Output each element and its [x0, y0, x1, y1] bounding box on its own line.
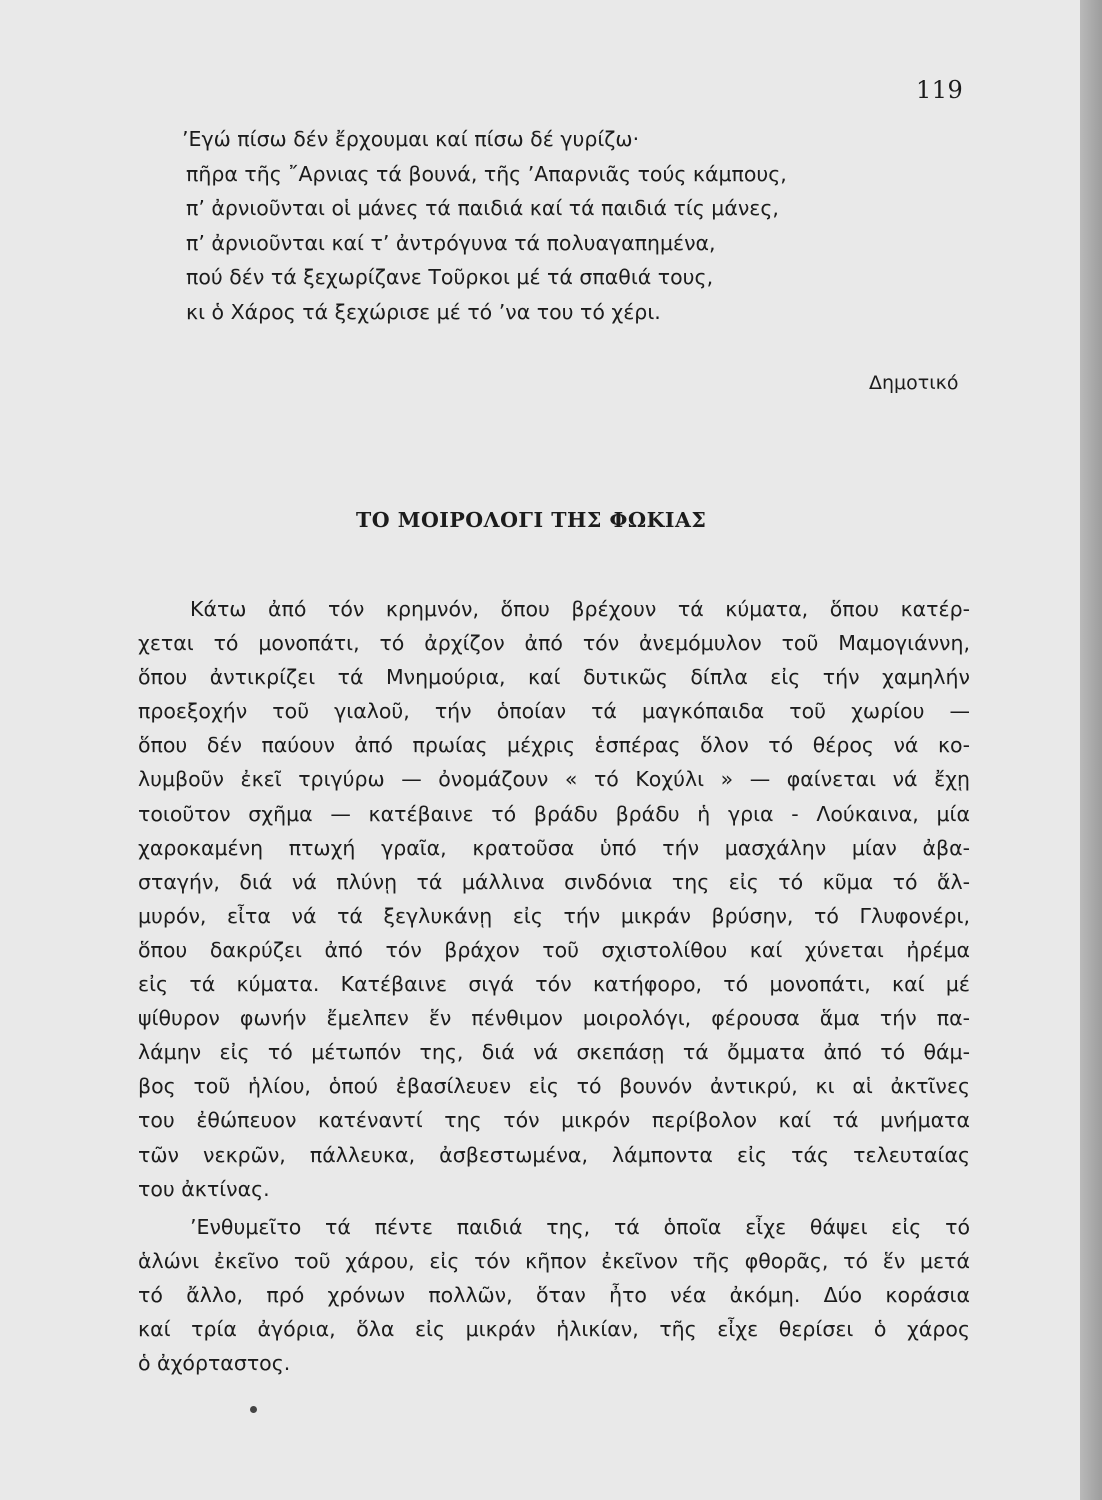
poem-line: πού δέν τά ξεχωρίζανε Τοῦρκοι μέ τά σπαθιά τους,: [186, 265, 714, 289]
text-line: εἰς τά κύματα. Κατέβαινε σιγά τόν κατήφορο, τό μονοπάτι, καί μέ: [138, 972, 970, 997]
text-line: ὁ ἀχόρταστος.: [138, 1351, 291, 1376]
text-line: μυρόν, εἶτα νά τά ξεγλυκάνῃ εἰς τήν μικράν βρύσην, τό Γλυφονέρι,: [138, 903, 970, 928]
text-line: σταγήν, διά νά πλύνῃ τά μάλλινα σινδόνια της εἰς τό κῦμα τό ἅλ-: [138, 869, 970, 894]
poem-line: π’ ἀρνιοῦνται οἱ μάνες τά παιδιά καί τά παιδιά τίς μάνες,: [186, 196, 779, 220]
text-line: χεται τό μονοπάτι, τό ἀρχίζον ἀπό τόν ἀνεμόμυλον τοῦ Μαμογιάννη,: [138, 631, 970, 656]
text-line: καί τρία ἀγόρια, ὅλα εἰς μικράν ἡλικίαν, τῆς εἶχε θερίσει ὁ χάρος: [138, 1316, 970, 1341]
text-line: τό ἄλλο, πρό χρόνων πολλῶν, ὅταν ἦτο νέα ἀκόμη. Δύο κοράσια: [138, 1282, 970, 1307]
poem-line: ’Εγώ πίσω δέν ἔρχουμαι καί πίσω δέ γυρίζω·: [182, 127, 640, 151]
text-line: ψίθυρον φωνήν ἔμελπεν ἕν πένθιμον μοιρολόγι, φέρουσα ἅμα τήν πα-: [138, 1006, 970, 1031]
story-text: [138, 592, 970, 1380]
text-line: προεξοχήν τοῦ γιαλοῦ, τήν ὁποίαν τά μαγκόπαιδα τοῦ χωρίου —: [138, 699, 970, 724]
text-line: χαροκαμένη πτωχή γραῖα, κρατοῦσα ὑπό τήν μασχάλην μίαν ἀβα-: [138, 835, 970, 860]
text-line: Κάτω ἀπό τόν κρημνόν, ὅπου βρέχουν τά κύματα, ὅπου κατέρ-: [190, 597, 970, 621]
text-line: βος τοῦ ἡλίου, ὁπού ἐβασίλευεν εἰς τό βουνόν ἀντικρύ, κι αἱ ἀκτῖνες: [138, 1074, 970, 1099]
text-line: ὅπου δακρύζει ἀπό τόν βράχον τοῦ σχιστολίθου καί χύνεται ἠρέμα: [138, 937, 970, 962]
page-number: 119: [916, 76, 964, 104]
poem-line: πῆρα τῆς ῎Αρνιας τά βουνά, τῆς ’Απαρνιᾶς τούς κάμπους,: [186, 161, 787, 186]
text-line: ὅπου ἀντικρίζει τά Μνημούρια, καί δυτικῶς δίπλα εἰς τήν χαμηλήν: [138, 665, 970, 690]
text-line: του ἐθώπευον κατέναντί της τόν μικρόν περίβολον καί τά μνήματα: [138, 1108, 970, 1133]
text-line: τῶν νεκρῶν, πάλλευκα, ἀσβεστωμένα, λάμποντα εἰς τάς τελευταίας: [138, 1142, 970, 1167]
poem-line: π’ ἀρνιοῦνται καί τ’ ἀντρόγυνα τά πολυαγαπημένα,: [186, 230, 716, 255]
poem-source: Δημοτικό: [869, 372, 959, 394]
text-line: λάμην εἰς τό μέτωπόν της, διά νά σκεπάσῃ τά ὄμματα ἀπό τό θάμ-: [138, 1040, 970, 1065]
text-line: τοιοῦτον σχῆμα — κατέβαινε τό βράδυ βράδυ ἡ γρια - Λούκαινα, μία: [138, 801, 970, 826]
text-line: του ἀκτίνας.: [138, 1176, 270, 1201]
text-line: ’Ενθυμεῖτο τά πέντε παιδιά της, τά ὁποῖα εἶχε θάψει εἰς τό: [190, 1214, 970, 1239]
text-line: λυμβοῦν ἐκεῖ τριγύρω — ὀνομάζουν « τό Κοχύλι » — φαίνεται νά ἔχῃ: [138, 767, 970, 792]
text-line: ἁλώνι ἐκεῖνο τοῦ χάρου, εἰς τόν κῆπον ἐκεῖνον τῆς φθορᾶς, τό ἕν μετά: [138, 1248, 970, 1273]
ink-speck: [250, 1406, 257, 1413]
chapter-title: ΤΟ ΜΟΙΡΟΛΟΓΙ ΤΗΣ ΦΩΚΙΑΣ: [356, 508, 707, 532]
poem-epigraph: [182, 122, 787, 329]
page-edge: [1080, 0, 1102, 1500]
poem-line: κι ὁ Χάρος τά ξεχώρισε μέ τό ’να του τό χέρι.: [186, 299, 661, 324]
text-line: ὅπου δέν παύουν ἀπό πρωίας μέχρις ἑσπέρας ὅλον τό θέρος νά κο-: [138, 733, 970, 758]
